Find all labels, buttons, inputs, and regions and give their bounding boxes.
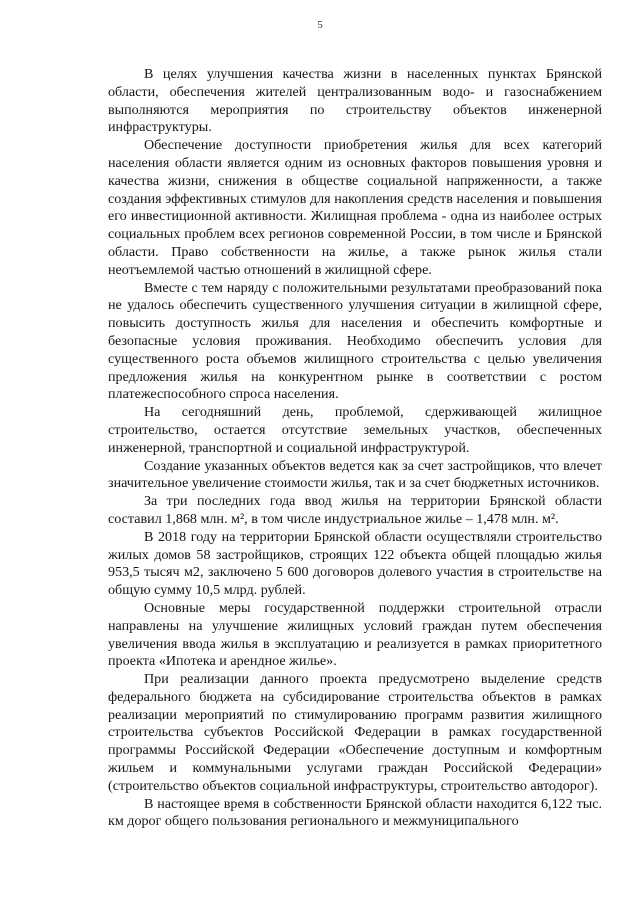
page-number: 5 bbox=[317, 19, 323, 31]
paragraph-regional-roads: В настоящее время в собственности Брянской области находится 6,122 тыс. км дорог общего пользования регионального и межмуниципального bbox=[108, 795, 602, 830]
paragraph-housing-problems: Вместе с тем наряду с положительными результатами преобразований пока не удалось обеспечить существенного улучшения ситуации в жилищной сфере, повысить доступность жилья для населения и обеспечить комфортные и безопасные условия проживания. Необходимо обеспечить условия для существенного роста объемов жилищного строительства с целью увеличения предложения жилья на конкурентном рынке в соответствии с ростом платежеспособного спроса населения. bbox=[108, 279, 602, 403]
paragraph-land-shortage: На сегодняшний день, проблемой, сдерживающей жилищное строительство, остается отсутствие земельных участков, обеспеченных инженерной, транспортной и социальной инфраструктурой. bbox=[108, 404, 602, 456]
paragraph-federal-subsidies: При реализации данного проекта предусмотрено выделение средств федерального бюджета на субсидирование строительства объектов в рамках реализации мероприятий по стимулированию программ развития жилищного строительства субъектов Российской Федерации в рамках государственной программы Российской Федерации «Обеспечение доступным и комфортным жильем и коммунальными услугами граждан Российской Федерации» (строительство объектов социальной инфраструктуры, строительство автодорог). bbox=[108, 671, 602, 794]
paragraph-construction-funding: Создание указанных объектов ведется как за счет застройщиков, что влечет значительное увеличение стоимости жилья, так и за счет бюджетных источников. bbox=[108, 457, 602, 492]
paragraph-infrastructure: В целях улучшения качества жизни в населенных пунктах Брянской области, обеспечения жителей централизованным водо- и газоснабжением выполняются мероприятия по строительству объектов инженерной инфраструктуры. bbox=[108, 66, 602, 136]
paragraph-housing-availability: Обеспечение доступности приобретения жилья для всех категорий населения области является одним из основных факторов повышения уровня и качества жизни, снижения в обществе социальной напряженности, а также создания эффективных стимулов для накопления средств населения и повышения его инвестиционной активности. Жилищная проблема - одна из наиболее острых социальных проблем всех регионов современной России, в том числе и Брянской области. Право собственности на жилье, а также рынок жилья стали неотъемлемой частью отношений в жилищной сфере. bbox=[108, 137, 602, 278]
paragraph-state-support: Основные меры государственной поддержки строительной отрасли направлены на улучшение жилищных условий граждан путем обеспечения увеличения ввода жилья в эксплуатацию и реализуется в рамках приоритетного проекта «Ипотека и арендное жилье». bbox=[108, 599, 602, 670]
paragraph-2018-statistics: В 2018 году на территории Брянской области осуществляли строительство жилых домов 58 застройщиков, строящих 122 объекта общей площадью жилья 953,5 тысяч м2, заключено 5 600 договоров долевого участия в строительстве на общую сумму 10,5 млрд. рублей. bbox=[108, 528, 602, 599]
paragraph-housing-commissioning: За три последних года ввод жилья на территории Брянской области составил 1,868 млн. м², в том числе индустриальное жилье – 1,478 млн. м². bbox=[108, 493, 602, 527]
document-body bbox=[108, 66, 602, 831]
